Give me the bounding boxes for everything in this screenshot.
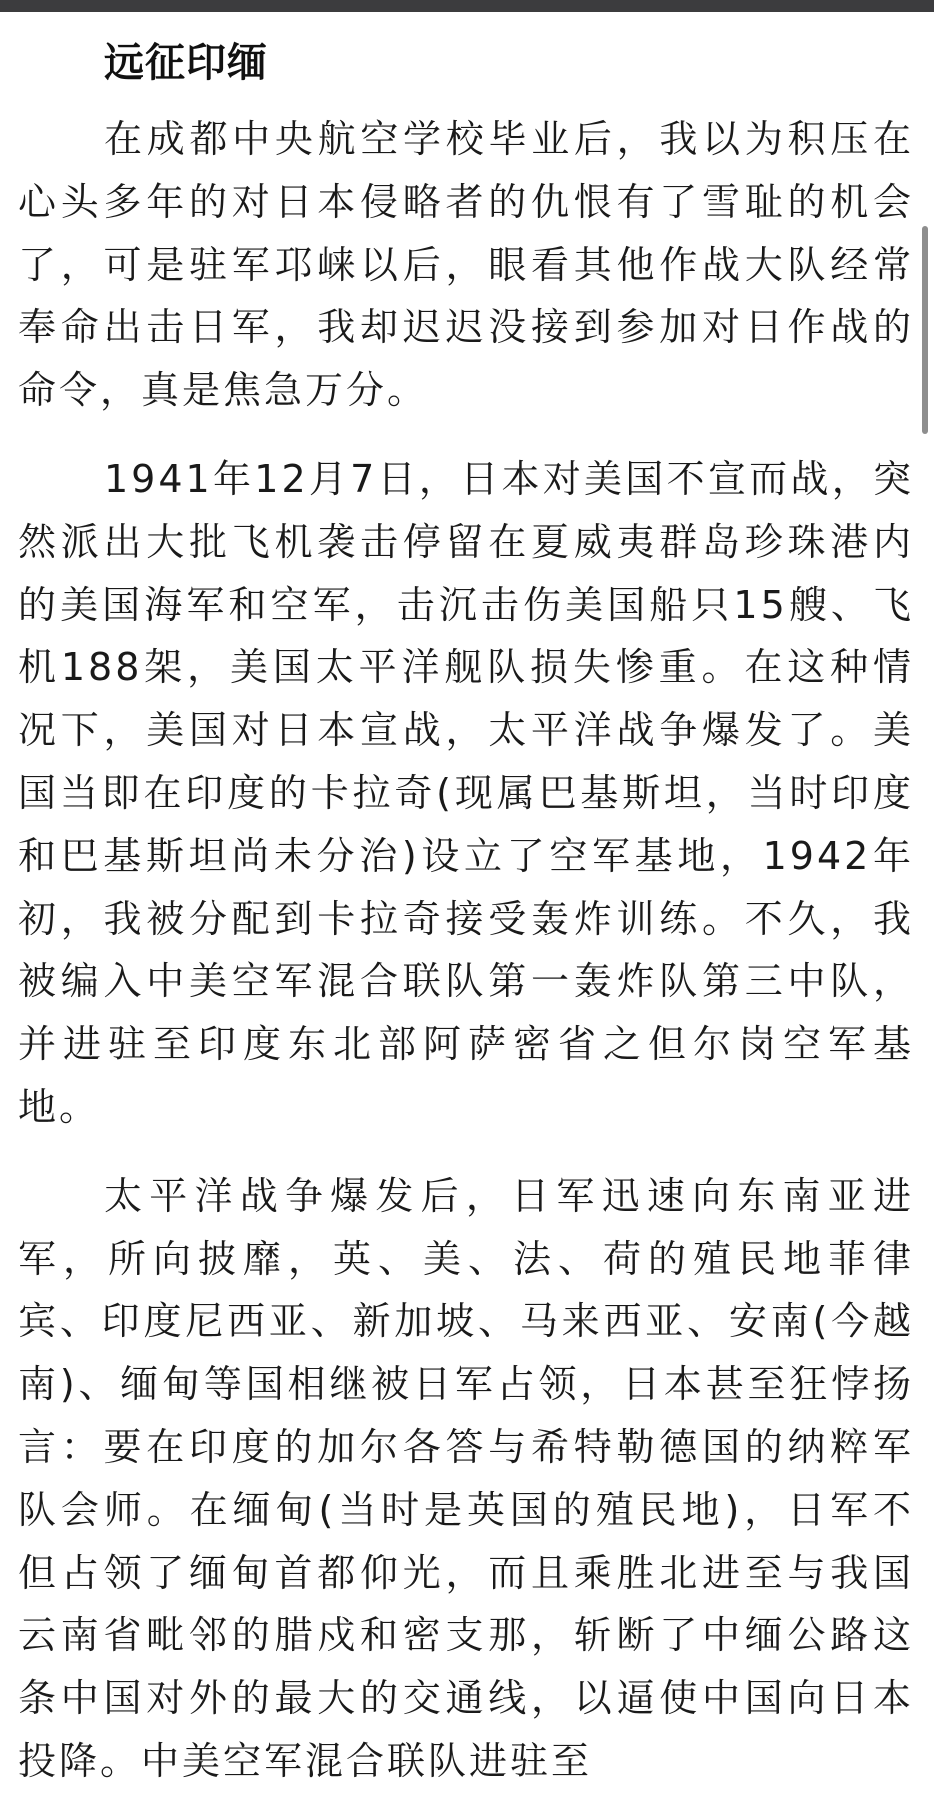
article-title: 远征印缅 <box>104 40 268 86</box>
paragraph-1: 在成都中央航空学校毕业后，我以为积压在心头多年的对日本侵略者的仇恨有了雪耻的机会了，可是驻军邛崃以后，眼看其他作战大队经常奉命出击日军，我却迟迟没接到参加对日作战的命令，真是焦急万分。 <box>18 117 914 413</box>
top-status-bar <box>0 0 934 12</box>
paragraph-3: 太平洋战争爆发后，日军迅速向东南亚进军，所向披靡，英、美、法、荷的殖民地菲律宾、印度尼西亚、新加坡、马来西亚、安南(今越南)、缅甸等国相继被日军占领，日本甚至狂悖扬言：要在印度的加尔各答与希特勒德国的纳粹军队会师。在缅甸(当时是英国的殖民地)，日军不但占领了缅甸首都仰光，而且乘胜北进至与我国云南省毗邻的腊戍和密支那，斩断了中缅公路这条中国对外的最大的交通线，以逼使中国向日本投降。中美空军混合联队进驻至 <box>18 1173 914 1783</box>
scrollbar-thumb[interactable] <box>922 226 928 434</box>
article <box>18 36 914 1793</box>
paragraph-2: 1941年12月7日，日本对美国不宣而战，突然派出大批飞机袭击停留在夏威夷群岛珍珠港内的美国海军和空军，击沉击伤美国船只15艘、飞机188架，美国太平洋舰队损失惨重。在这种情况下，美国对日本宣战，太平洋战争爆发了。美国当即在印度的卡拉奇(现属巴基斯坦，当时印度和巴基斯坦尚未分治)设立了空军基地，1942年初，我被分配到卡拉奇接受轰炸训练。不久，我被编入中美空军混合联队第一轰炸队第三中队，并进驻至印度东北部阿萨密省之但尔岗空军基地。 <box>18 456 914 1129</box>
scrollbar[interactable] <box>920 14 934 1800</box>
